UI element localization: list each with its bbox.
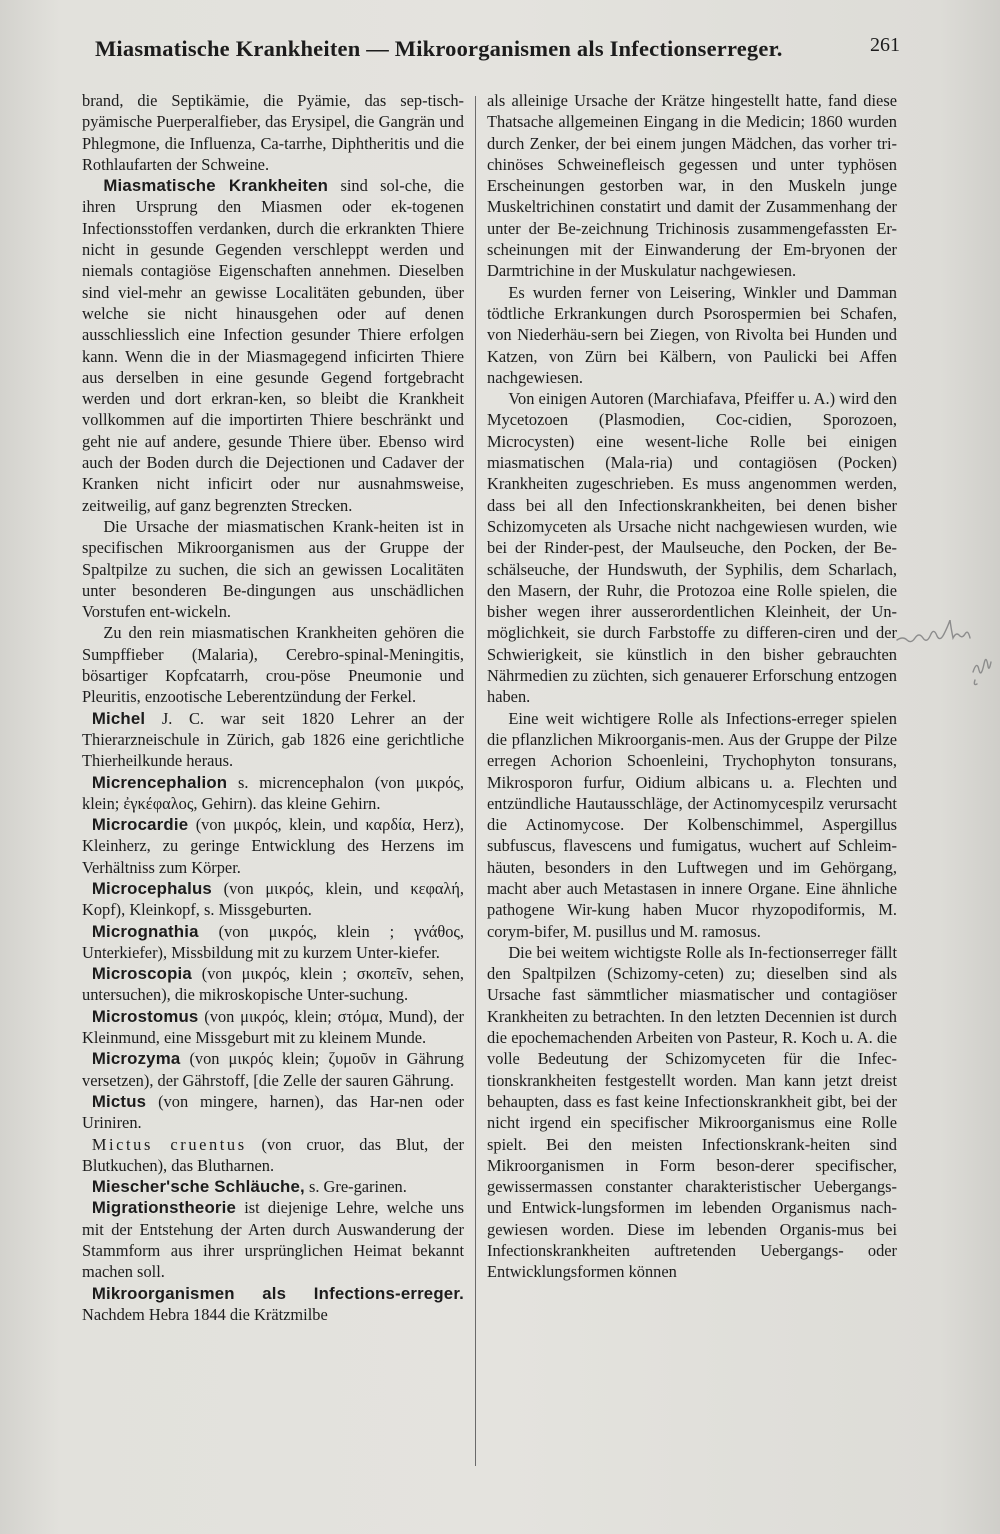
entry-microzyma: [82, 1048, 464, 1091]
entry-headword: Mictus: [91, 1091, 147, 1111]
paragraph: Die Ursache der miasmatischen Krank-heiten ist in specifischen Mikroorganismen aus der Gruppe der Spaltpilze zu suchen, die sich an gewissen Localitäten unter besonderen Be-dingungen aus unschädlichen Vorstufen ent-wickeln.: [82, 516, 464, 622]
entry-michel: [82, 708, 464, 772]
paragraph: als alleinige Ursache der Krätze hingestellt hatte, fand diese Thatsache allgemeinen Eingang in die Medicin; 1860 wurden durch Zenker, der bei einem jungen Mädchen, das vorher tri-chinöses Schweinefleisch gegessen und unter typhösen Erscheinungen gestorben war, in den Muskeln junge Muskeltrichinen constatirt und damit der Zusammenhang der unter der Be-zeichnung Trichinosis zusammengefassten Er-scheinungen mit der Einwanderung der Em-bryonen der Darmtrichine in der Muskulatur nachgewiesen.: [487, 91, 897, 281]
left-column: [82, 90, 464, 1325]
paragraph: Eine weit wichtigere Rolle als Infections-erreger spielen die pflanzlichen Mikroorganis-men. Aus der Gruppe der Pilze erregen Achorion Schoenleini, Trychophyton tonsurans, Mikrosporon furfur, Oidium albicans u. a. Flechten und entzündliche Hautausschläge, der Actinomycespilz verursacht die Actinomycose. Der Kolbenschimmel, Aspergillus subfuscus, flavescens und fumigatus, wuchert auf Schleim-häuten, besonders in den Luftwegen und im Gehörgang, macht aber auch Metastasen in innere Organe. Eine ähnliche pathogene Wir-kung haben Mucor rhyzopodiformis, M. corym-bifer, M. pusillus und M. ramosus.: [487, 708, 897, 941]
paragraph: Von einigen Autoren (Marchiafava, Pfeiffer u. A.) wird den Mycetozoen (Plasmodien, Coc-cidien, Sporozoen, Microcysten) eine wesent-liche Rolle bei einigen miasmatischen (Mala-ria) und contagiösen (Pocken) Krankheiten zugeschrieben. Es muss angenommen werden, dass bei all den Infectionskrankheiten, bei denen bisher Schizomyceten als Ursache nicht nachgewiesen wurden, wie bei der Rinder-pest, der Maulseuche, den Pocken, der Be-schälseuche, der Hundswuth, der Syphilis, dem Scharlach, den Masern, der Ruhr, die Protozoa eine Rolle spielen, die bisher wegen ihrer ausserordentlichen Kleinheit, der Un-möglichkeit, sie durch Farbstoffe zu differen-ciren und der Schwierigkeit, sie künstlich in den bisher gebrauchten Nährmedien zu züchten, sich genauerer Erforschung entzogen haben.: [487, 389, 897, 707]
entry-text: (von μικρός, klein, und καρδία, Herz), Kleinherz, zu geringe Entwicklung des Herzens im Verhältniss zum Körper.: [82, 815, 464, 877]
entry-headword: Miescher'sche Schläuche,: [91, 1177, 305, 1197]
entry-headword: Micrencephalion: [91, 772, 228, 792]
paragraph: Es wurden ferner von Leisering, Winkler und Damman tödtliche Erkrankungen durch Psorospermien bei Schafen, von Niederhäu-sern bei Ziegen, von Rivolta bei Hunden und Katzen, von Zürn bei Kälbern, von Paulicki bei Affen nachgewiesen.: [487, 282, 897, 387]
entry-text: (von μικρός, klein, und κεφαλή, Kopf), Kleinkopf, s. Missgeburten.: [82, 878, 464, 920]
paragraph: brand, die Septikämie, die Pyämie, das sep-tisch-pyämische Puerperalfieber, das Erysipel, die Gangrän und Phlegmone, die Influenza, Ca-tarrhe, Diphtheritis und die Rothlaufarten der Schweine.: [82, 91, 464, 174]
entry-headword: Microscopia: [91, 964, 192, 984]
entry-headword: Michel: [91, 708, 146, 728]
entry-micrognathia: [82, 921, 464, 964]
pencil-scribble-icon: [895, 620, 1000, 700]
entry-miasmatische-krankheiten: [82, 175, 464, 516]
entry-microcardie: [82, 814, 464, 878]
right-column: [487, 90, 897, 1283]
entry-text: ist diejenige Lehre, welche uns mit der Entstehung der Arten durch Auswanderung der Stammform aus ihrer ursprünglichen Heimat bekannt machen soll.: [82, 1198, 464, 1282]
entry-headword: Microcardie: [91, 815, 189, 835]
entry-headword: Microzyma: [91, 1049, 181, 1069]
entry-text: Nachdem Hebra 1844 die Krätzmilbe: [82, 1304, 328, 1324]
entry-microstomus: [82, 1006, 464, 1049]
entry-micrencephalion: [82, 772, 464, 815]
entry-term-spaced: Mictus cruentus: [91, 1134, 247, 1154]
entry-text: (von μικρός, klein ; γνάθος, Unterkiefer), Missbildung mit zu kurzem Unter-kiefer.: [82, 921, 464, 962]
entry-text: s. Gre-garinen.: [304, 1177, 407, 1197]
entry-text: (von μικρός klein; ζυμοῦν in Gährung versetzen), der Gährstoff, [die Zelle der sauren Gährung.: [82, 1049, 464, 1090]
entry-text: (von mingere, harnen), das Har-nen oder Uriniren.: [82, 1091, 464, 1133]
entry-headword: Microstomus: [91, 1006, 199, 1026]
paragraph: Die bei weitem wichtigste Rolle als In-fectionserreger fällt den Spaltpilzen (Schizomy-ceten) zu; dieselben sind als Ursache fast sämmtlicher miasmatischer und contagiöser Krankheiten zu betrachten. In den letzten Decennien ist durch die epochemachenden Arbeiten von Pasteur, R. Koch u. A. die volle Bedeutung der Schizomyceten für die Infec-tionskrankheiten festgestellt worden. Man kann jetzt dreist behaupten, dass es fast keine Infectionskrankheit gibt, bei der nicht irgend ein specifischer Mikroorganismus eine Rolle spielt. Bei den meisten Infectionskrank-heiten sind Mikroorganismen in Form beson-derer specifischer, gewissermassen constanter charakteristischer Uebergangs- und Entwick-lungsformen im lebenden Organismus nach-gewiesen worden. Diese im lebenden Organis-mus bei Infectionskrankheiten auftretenden Uebergangs- oder Entwicklungsformen können: [487, 942, 897, 1282]
paragraph: Zu den rein miasmatischen Krankheiten gehören die Sumpffieber (Malaria), Cerebro-spinal-Meningitis, bösartiger Kopfcatarrh, crou-pöse Pneumonie und Pleuritis, enzootische Leberentzündung der Ferkel.: [82, 623, 464, 707]
entry-mictus: [82, 1091, 464, 1134]
entry-mictus-cruentus: [82, 1134, 464, 1177]
entry-microcephalus: [82, 878, 464, 921]
entry-headword: Microcephalus: [91, 878, 212, 898]
handwritten-margin-note: [895, 620, 1000, 700]
column-rule: [475, 96, 476, 1466]
entry-mikroorganismen: [82, 1283, 464, 1326]
entry-microscopia: [82, 963, 464, 1006]
running-head: [95, 34, 900, 70]
entry-miescher: [82, 1176, 464, 1197]
page-number: 261: [870, 34, 900, 56]
entry-headword: Micrognathia: [91, 921, 199, 941]
entry-headword: Mikroorganismen als Infections-erreger.: [91, 1283, 464, 1303]
entry-text: s. micrencephalon (von μικρός, klein; ἐγκέφαλος, Gehirn). das kleine Gehirn.: [82, 772, 464, 813]
running-head-title: Miasmatische Krankheiten — Mikroorganismen als Infectionserreger.: [95, 36, 783, 61]
entry-headword: Migrationstheorie: [91, 1198, 237, 1218]
entry-text: sind sol-che, die ihren Ursprung den Miasmen oder ek-togenen Infectionsstoffen verdanken, durch die erkrankten Thiere nicht in gesunde Gegenden verschleppt werden und niemals contagiöse Eigenschaften annehmen. Dieselben sind viel-mehr an gewisse Localitäten gebunden, über welche sie nicht hinausgehen oder auf denen ausschliesslich eine Infection gesunder Thiere erfolgen kann. Wenn die in der Miasmagegend inficirten Thiere aus derselben in eine gesunde Gegend fortgebracht werden und dort erkran-ken, so bleibt die Krankheit vollkommen auf die importirten Thiere beschränkt und geht nie auf andere, gesunde Thiere über. Ebenso wird auch der Boden durch die Dejectionen und Cadaver der Kranken nicht inficirt oder nur ausnahmsweise, zeitweilig, auf ganz begrenzten Strecken.: [82, 176, 464, 515]
entry-text: (von μικρός, klein; στόμα, Mund), der Kleinmund, eine Missgeburt mit zu kleinem Munde.: [82, 1006, 464, 1048]
entry-text: (von μικρός, klein ; σκοπεῖν, sehen, untersuchen), die mikroskopische Unter-suchung.: [82, 964, 464, 1005]
entry-migrationstheorie: [82, 1197, 464, 1282]
entry-text: (von cruor, das Blut, der Blutkuchen), das Blutharnen.: [82, 1134, 465, 1175]
entry-text: J. C. war seit 1820 Lehrer an der Thierarzneischule in Zürich, gab 1826 eine gerichtliche Thierheilkunde heraus.: [82, 708, 464, 771]
entry-headword: Miasmatische Krankheiten: [103, 176, 329, 196]
